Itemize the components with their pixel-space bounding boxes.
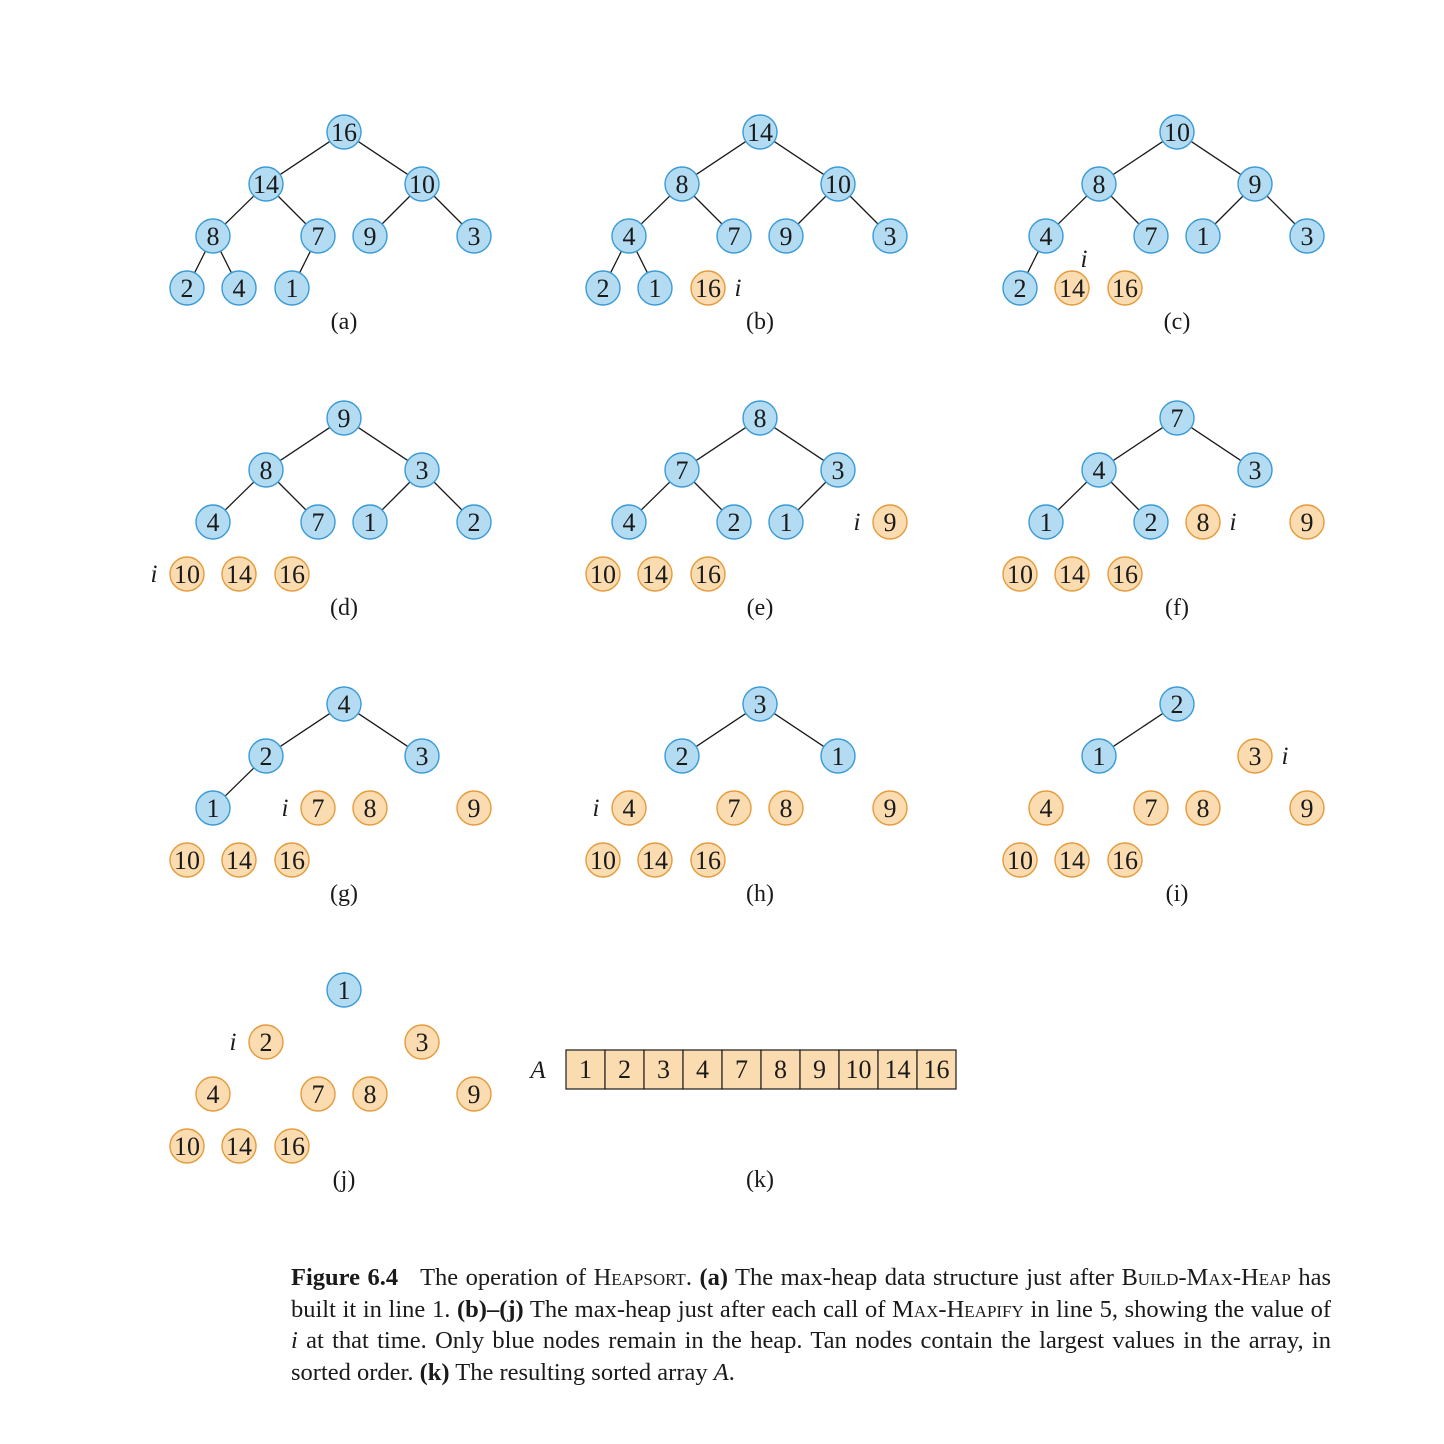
node-value: 3 [831, 456, 845, 485]
node-value: 4 [1039, 222, 1053, 251]
panel-label: (d) [330, 595, 358, 621]
node-value: 16 [1112, 846, 1138, 875]
node-value: 2 [467, 508, 481, 537]
node-value: 9 [883, 508, 897, 537]
node-value: 4 [1039, 794, 1053, 823]
heapsort-term: Heapsort [593, 1264, 686, 1291]
sorted-array [528, 1050, 956, 1193]
tree-edge [1111, 482, 1139, 510]
node-value: 16 [331, 118, 357, 147]
node-value: 2 [675, 742, 689, 771]
tree-edge [382, 196, 410, 224]
heap-panel-i [1003, 687, 1324, 907]
heap-panel-j [170, 973, 491, 1193]
heap-panel-e [586, 401, 907, 621]
tree-edge [278, 482, 306, 510]
heap-panel-d [151, 401, 491, 621]
node-value: 8 [363, 1080, 377, 1109]
node-value: 7 [675, 456, 689, 485]
node-value: 3 [415, 1028, 429, 1057]
node-value: 10 [1007, 560, 1033, 589]
node-value: 9 [1300, 794, 1314, 823]
panel-label: (j) [332, 1167, 356, 1193]
node-value: 14 [226, 1132, 252, 1161]
node-value: 9 [467, 1080, 481, 1109]
i-marker: i [1281, 743, 1289, 770]
node-value: 16 [279, 846, 305, 875]
array-cell-value: 1 [579, 1055, 592, 1084]
tree-edge [358, 713, 408, 746]
node-value: 4 [232, 274, 246, 303]
figure-caption: Figure 6.4 The operation of Heapsort. (a) The max-heap data structure just after Build-Max-Heap has built it in line 1. (b)–(j) The max-heap just after each call of Max-Heapify in line 5, showing the value of i at that time. Only blue nodes remain in the heap. Tan nodes contain the largest values in the array, in sorted order. (k) The resulting sorted array A. [291, 1264, 1332, 1386]
node-value: 2 [180, 274, 194, 303]
node-value: 7 [1170, 404, 1184, 433]
array-cell-value: 8 [774, 1055, 787, 1084]
node-value: 9 [363, 222, 377, 251]
node-value: 3 [415, 456, 429, 485]
node-value: 4 [206, 508, 220, 537]
tree-edge [1113, 141, 1163, 174]
panel-label: (i) [1165, 881, 1189, 907]
node-value: 1 [285, 274, 299, 303]
node-value: 9 [883, 794, 897, 823]
tree-edge [637, 251, 648, 273]
node-value: 14 [642, 560, 668, 589]
node-value: 10 [590, 560, 616, 589]
i-marker: i [150, 561, 158, 588]
figure-number: Figure 6.4 [291, 1264, 399, 1291]
node-value: 2 [727, 508, 741, 537]
tree-edge [696, 141, 746, 174]
tree-edge [1058, 196, 1087, 224]
panel-label: (b) [746, 309, 774, 335]
panel-label: (f) [1165, 595, 1189, 621]
node-value: 16 [695, 274, 721, 303]
node-value: 3 [415, 742, 429, 771]
node-value: 1 [1039, 508, 1053, 537]
tree-edge [1267, 196, 1295, 224]
node-value: 8 [675, 170, 689, 199]
node-value: 14 [642, 846, 668, 875]
node-value: 2 [259, 742, 273, 771]
tree-edge [798, 482, 826, 510]
tree-edge [1111, 196, 1139, 224]
node-value: 7 [727, 794, 741, 823]
node-value: 1 [1196, 222, 1210, 251]
tree-edge [221, 251, 232, 273]
tree-edge [850, 196, 878, 224]
node-value: 8 [206, 222, 220, 251]
node-value: 3 [1300, 222, 1314, 251]
node-value: 10 [174, 1132, 200, 1161]
node-value: 4 [622, 794, 636, 823]
tree-edge [382, 482, 410, 510]
array-cell-value: 2 [618, 1055, 631, 1084]
node-value: 3 [467, 222, 481, 251]
tree-edge [1113, 713, 1163, 746]
max-heapify-term: Max-Heapify [892, 1295, 1024, 1323]
i-marker: i [1080, 246, 1088, 273]
tree-edge [358, 141, 408, 174]
tree-edge [774, 141, 824, 174]
i-marker: i [592, 795, 600, 822]
node-value: 16 [695, 560, 721, 589]
node-value: 1 [648, 274, 662, 303]
node-value: 8 [259, 456, 273, 485]
array-cell-value: 9 [813, 1055, 826, 1084]
tree-edge [195, 251, 206, 273]
node-value: 7 [311, 508, 325, 537]
tree-edge [798, 196, 826, 224]
heap-panel-h [586, 687, 907, 907]
heap-panel-c [1003, 115, 1324, 335]
node-value: 9 [779, 222, 793, 251]
heap-panel-b [586, 115, 907, 335]
node-value: 16 [695, 846, 721, 875]
array-cell-value: 14 [884, 1055, 911, 1084]
node-value: 2 [1170, 690, 1184, 719]
node-value: 16 [1112, 274, 1138, 303]
node-value: 2 [259, 1028, 273, 1057]
node-value: 14 [1059, 274, 1085, 303]
build-max-heap-term: Build-Max-Heap [1121, 1264, 1291, 1291]
node-value: 9 [1300, 508, 1314, 537]
node-value: 10 [174, 560, 200, 589]
node-value: 10 [1164, 118, 1190, 147]
i-marker: i [281, 795, 289, 822]
tree-edge [280, 713, 330, 746]
array-name: A [530, 1057, 546, 1084]
tree-edge [1058, 482, 1087, 510]
tree-edge [434, 196, 462, 224]
node-value: 4 [622, 222, 636, 251]
tree-edge [641, 196, 670, 224]
tree-edge [694, 482, 722, 510]
i-marker: i [1229, 509, 1237, 536]
node-value: 16 [279, 1132, 305, 1161]
node-value: 9 [337, 404, 351, 433]
node-value: 7 [1144, 794, 1158, 823]
node-value: 1 [831, 742, 845, 771]
node-value: 2 [1144, 508, 1158, 537]
node-value: 14 [226, 846, 252, 875]
i-marker: i [853, 509, 861, 536]
i-marker: i [734, 275, 742, 302]
node-value: 3 [1248, 742, 1262, 771]
node-value: 1 [363, 508, 377, 537]
tree-edge [774, 713, 824, 746]
heap-panel-f [1003, 401, 1324, 621]
node-value: 14 [226, 560, 252, 589]
node-value: 14 [1059, 846, 1085, 875]
node-value: 14 [747, 118, 773, 147]
tree-edge [225, 196, 254, 224]
tree-edge [278, 196, 306, 224]
tree-edge [611, 251, 622, 273]
tree-edge [1113, 427, 1163, 460]
node-value: 10 [174, 846, 200, 875]
node-value: 10 [1007, 846, 1033, 875]
node-value: 8 [753, 404, 767, 433]
array-cell-value: 4 [696, 1055, 709, 1084]
heap-panel-g [170, 687, 491, 907]
node-value: 4 [337, 690, 351, 719]
tree-edge [774, 427, 824, 460]
tree-edge [225, 482, 254, 510]
panel-label: (h) [746, 881, 774, 907]
tree-edge [694, 196, 722, 224]
node-value: 2 [1013, 274, 1027, 303]
node-value: 7 [311, 1080, 325, 1109]
node-value: 10 [825, 170, 851, 199]
node-value: 9 [467, 794, 481, 823]
panel-label: (c) [1163, 309, 1191, 335]
node-value: 8 [363, 794, 377, 823]
panel-label: (k) [746, 1167, 774, 1193]
array-cell-value: 3 [657, 1055, 670, 1084]
node-value: 7 [727, 222, 741, 251]
tree-edge [1191, 427, 1241, 460]
node-value: 8 [1196, 794, 1210, 823]
node-value: 4 [622, 508, 636, 537]
node-value: 3 [753, 690, 767, 719]
node-value: 10 [409, 170, 435, 199]
tree-edge [641, 482, 670, 510]
heap-panel-a [170, 115, 491, 335]
tree-edge [358, 427, 408, 460]
node-value: 8 [1092, 170, 1106, 199]
tree-edge [300, 251, 311, 273]
tree-edge [225, 768, 254, 796]
tree-edge [434, 482, 462, 510]
node-value: 4 [1092, 456, 1106, 485]
tree-edge [1191, 141, 1241, 174]
node-value: 16 [279, 560, 305, 589]
node-value: 14 [1059, 560, 1085, 589]
node-value: 3 [883, 222, 897, 251]
node-value: 14 [253, 170, 279, 199]
panel-label: (g) [330, 881, 358, 907]
node-value: 10 [590, 846, 616, 875]
panel-label: (e) [746, 595, 774, 621]
node-value: 1 [337, 976, 351, 1005]
node-value: 1 [1092, 742, 1106, 771]
tree-edge [1028, 251, 1039, 273]
panel-label: (a) [330, 309, 358, 335]
tree-edge [280, 427, 330, 460]
node-value: 1 [206, 794, 220, 823]
array-cell-value: 7 [735, 1055, 748, 1084]
node-value: 1 [779, 508, 793, 537]
node-value: 3 [1248, 456, 1262, 485]
array-cell-value: 10 [845, 1055, 872, 1084]
array-cell-value: 16 [923, 1055, 950, 1084]
node-value: 7 [311, 794, 325, 823]
tree-edge [696, 427, 746, 460]
node-value: 7 [311, 222, 325, 251]
tree-edge [1215, 196, 1243, 224]
node-value: 2 [596, 274, 610, 303]
tree-edge [696, 713, 746, 746]
i-marker: i [229, 1029, 237, 1056]
node-value: 4 [206, 1080, 220, 1109]
tree-edge [280, 141, 330, 174]
node-value: 7 [1144, 222, 1158, 251]
node-value: 8 [779, 794, 793, 823]
node-value: 8 [1196, 508, 1210, 537]
node-value: 16 [1112, 560, 1138, 589]
node-value: 9 [1248, 170, 1262, 199]
